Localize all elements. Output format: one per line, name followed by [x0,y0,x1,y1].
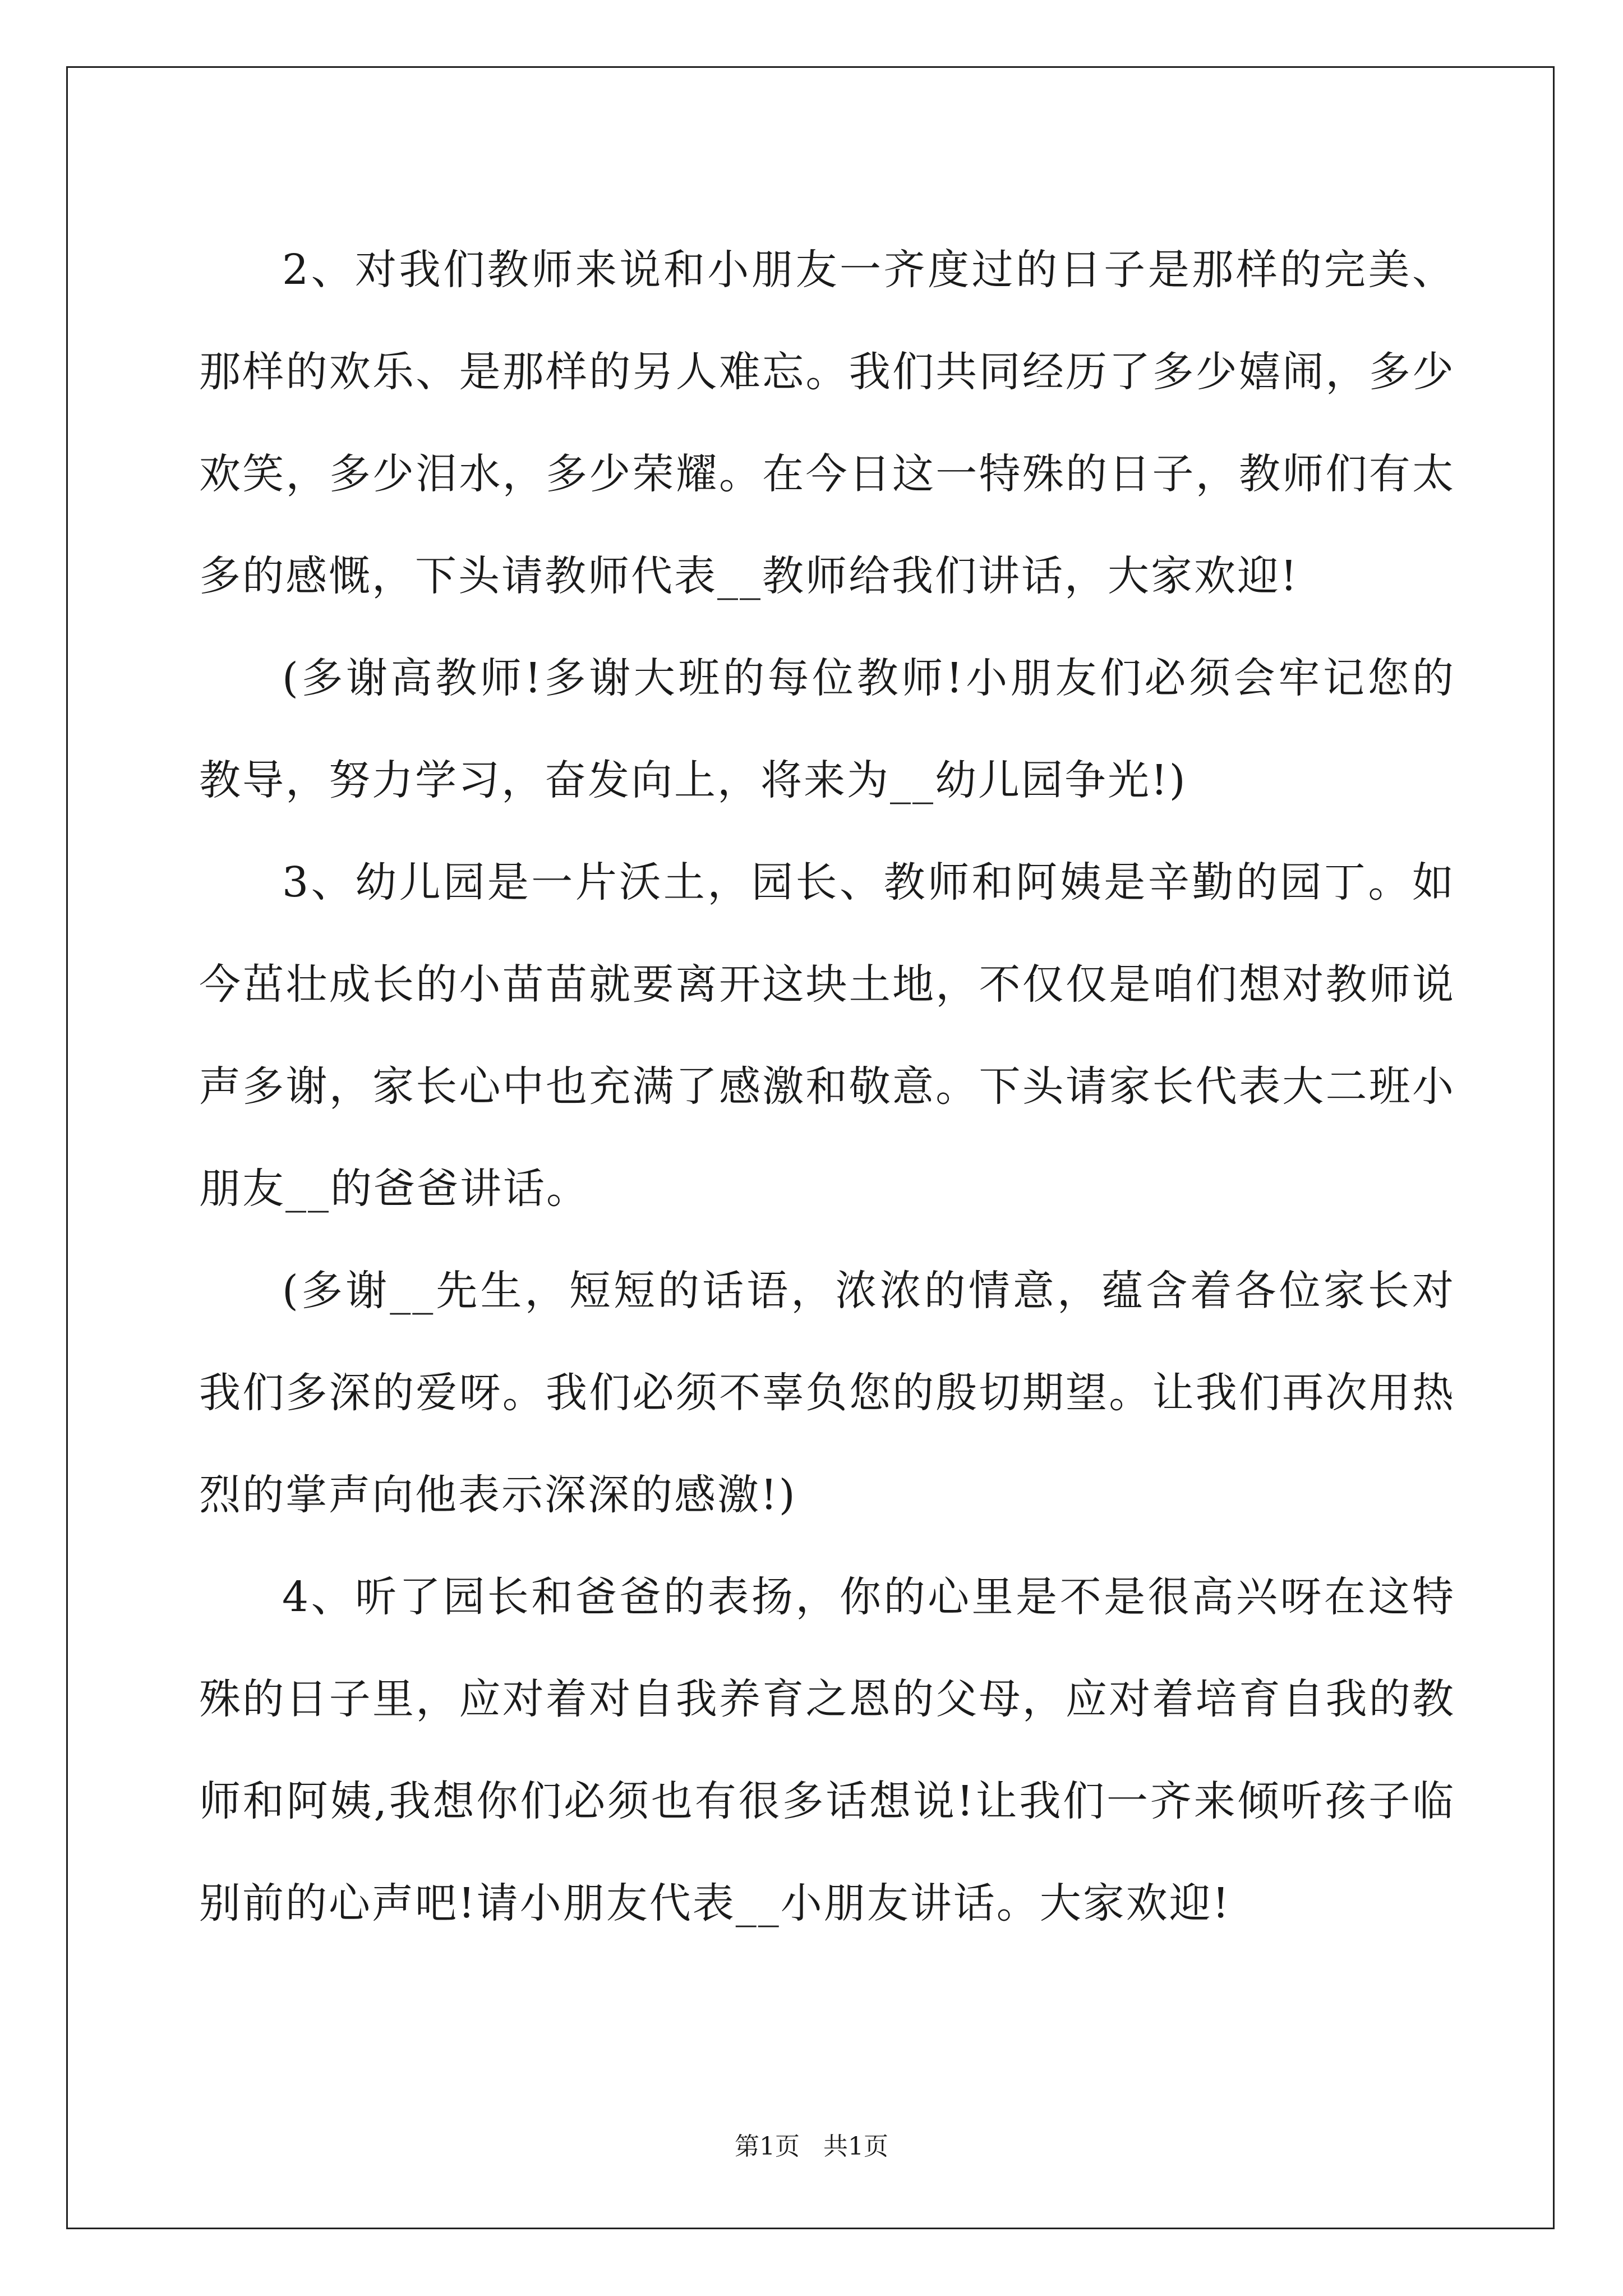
page-footer [0,2126,1623,2162]
paragraph: 2、对我们教师来说和小朋友一齐度过的日子是那样的完美、那样的欢乐、是那样的另人难忘。我们共同经历了多少嬉闹，多少欢笑，多少泪水，多少荣耀。在今日这一特殊的日子，教师们有太多的感慨，下头请教师代表__教师给我们讲话，大家欢迎! [199,246,1455,600]
paragraph: 3、幼儿园是一片沃土，园长、教师和阿姨是辛勤的园丁。如今茁壮成长的小苗苗就要离开这块土地，不仅仅是咱们想对教师说声多谢，家长心中也充满了感激和敬意。下头请家长代表大二班小朋友__的爸爸讲话。 [199,858,1455,1213]
paragraph: (多谢__先生，短短的话语，浓浓的情意，蕴含着各位家长对我们多深的爱呀。我们必须不辜负您的殷切期望。让我们再次用热烈的掌声向他表示深深的感激!) [199,1267,1455,1519]
document-body [199,219,1455,1954]
paragraph: 4、听了园长和爸爸的表扬，你的心里是不是很高兴呀在这特殊的日子里，应对着对自我养育之恩的父母，应对着培育自我的教师和阿姨,我想你们必须也有很多话想说!让我们一齐来倾听孩子临别前的心声吧!请小朋友代表__小朋友讲话。大家欢迎! [199,1573,1455,1927]
paragraph: (多谢高教师!多谢大班的每位教师!小朋友们必须会牢记您的教导，努力学习，奋发向上，将来为__幼儿园争光!) [199,654,1455,804]
page-number-total: 共1页 [823,2132,888,2161]
page-number-current: 第1页 [735,2132,800,2161]
